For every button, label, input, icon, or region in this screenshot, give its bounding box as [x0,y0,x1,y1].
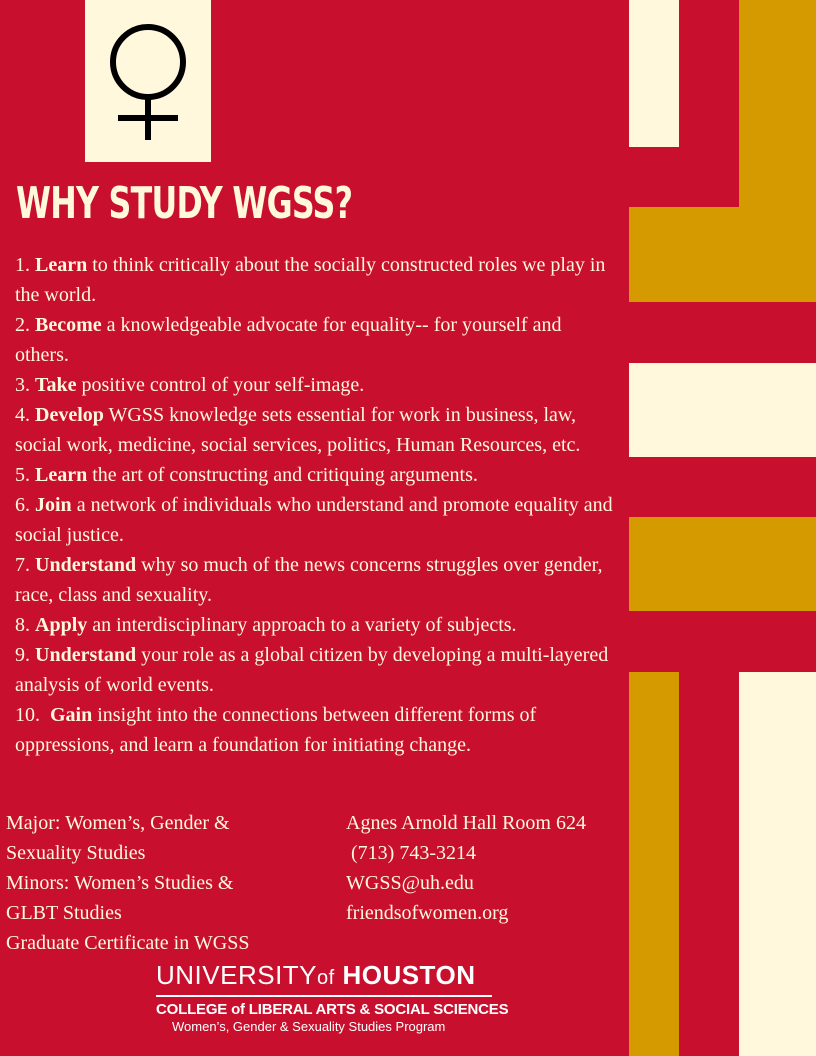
list-item: 8. Apply an interdisciplinary approach to a variety of subjects. [15,614,517,636]
logo-program-name: Women’s, Gender & Sexuality Studies Program [172,1019,446,1034]
programs-info [6,808,326,958]
certificate-line: Graduate Certificate in WGSS [6,932,250,954]
office-location: Agnes Arnold Hall Room 624 [346,812,586,834]
decor-block-cream-band [629,363,816,457]
list-item: 4. Develop WGSS knowledge sets essential for work in business, law, social work, medicine, social services, politics, Human Resources, etc. [15,404,581,456]
decor-block-gold-band-2 [629,517,816,611]
logo-college-name: COLLEGE of LIBERAL ARTS & SOCIAL SCIENCES [156,1001,509,1018]
reasons-list [15,250,615,760]
minors-line-2: GLBT Studies [6,902,122,924]
list-item: 3. Take positive control of your self-image. [15,374,365,396]
page-title: WHY STUDY WGSS? [16,178,353,229]
list-item: 1. Learn to think critically about the socially constructed roles we play in the world. [15,254,606,306]
major-line-2: Sexuality Studies [6,842,146,864]
list-item: 9. Understand your role as a global citizen by developing a multi-layered analysis of world events. [15,644,609,696]
major-line-1: Major: Women’s, Gender & [6,812,230,834]
list-item: 6. Join a network of individuals who understand and promote equality and social justice. [15,494,613,546]
female-symbol-box [85,0,211,162]
list-item: 5. Learn the art of constructing and critiquing arguments. [15,464,478,486]
logo-university-name: UNIVERSITYof HOUSTON [156,960,476,990]
logo-divider [156,995,492,997]
website-link[interactable]: friendsofwomen.org [346,902,509,924]
decor-block-cream-top [629,0,679,147]
university-logo [156,958,509,1035]
decor-block-gold-band-1 [629,207,816,302]
decor-block-gold-bottom [629,672,679,1056]
list-item: 10. Gain insight into the connections between different forms of oppressions, and learn a foundation for initiating change. [15,704,537,756]
contact-info [346,808,626,928]
decor-block-gold-top [739,0,816,207]
email-link[interactable]: WGSS@uh.edu [346,872,474,894]
list-item: 2. Become a knowledgeable advocate for equality-- for yourself and others. [15,314,562,366]
female-symbol-icon [85,0,211,162]
list-item: 7. Understand why so much of the news concerns struggles over gender, race, class and sexuality. [15,554,603,606]
minors-line-1: Minors: Women’s Studies & [6,872,234,894]
decor-block-cream-bottom [739,672,816,1056]
phone-number: (713) 743-3214 [346,842,476,864]
